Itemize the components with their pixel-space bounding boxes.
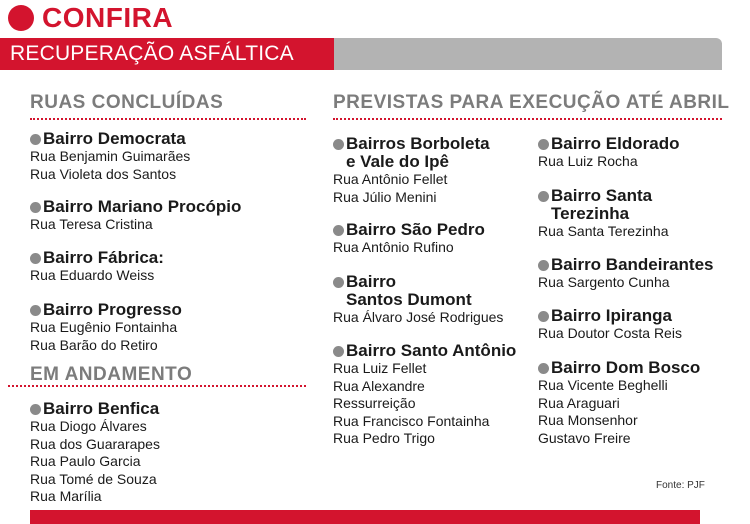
street-name: Rua Álvaro José Rodrigues — [333, 309, 504, 325]
street-name: Rua Marília — [30, 488, 102, 504]
street-name: Rua Eugênio Fontainha — [30, 319, 178, 335]
bairro-name-line: Bairro Santa — [551, 186, 653, 205]
bullet-icon — [30, 134, 41, 145]
bullet-icon — [538, 260, 549, 271]
previstas-col2-group-2 — [538, 256, 714, 292]
street-name: Rua Luiz Fellet — [333, 360, 427, 376]
bairro-name — [538, 135, 679, 153]
bairro-name-line: Bairro São Pedro — [346, 220, 485, 239]
street-name: Rua Vicente Beghelli — [538, 377, 668, 393]
bottom-bar — [30, 510, 700, 524]
bairro-name — [30, 400, 160, 418]
previstas-col1-group-2 — [333, 273, 503, 327]
bairro-name — [30, 249, 164, 267]
street-name: Ressurreição — [333, 395, 416, 411]
bairro-name — [538, 307, 682, 325]
bairro-name — [30, 301, 182, 319]
bairro-name-line: Bairro Benfica — [43, 399, 160, 418]
bullet-icon — [333, 277, 344, 288]
bullet-icon — [538, 191, 549, 202]
bairro-name — [538, 187, 669, 223]
bairro-name — [333, 273, 503, 309]
bairro-name-line: Bairro Progresso — [43, 300, 182, 319]
street-name: Rua Araguari — [538, 394, 620, 411]
bullet-icon — [333, 225, 344, 236]
bairro-name — [30, 198, 241, 216]
bairro-name-line: Bairro — [346, 272, 397, 291]
ruas-concluidas-heading: RUAS CONCLUÍDAS — [30, 92, 224, 113]
concluidas-group-1 — [30, 198, 241, 234]
previstas-col2-group-3 — [538, 307, 682, 343]
previstas-col1-group-3 — [333, 342, 516, 448]
bullet-icon — [30, 404, 41, 415]
street-name: Rua Pedro Trigo — [333, 430, 435, 446]
red-dot-icon — [8, 5, 34, 31]
street-name: Rua Luiz Rocha — [538, 153, 638, 169]
street-name: Rua Tomé de Souza — [30, 470, 157, 487]
andamento-group-0 — [30, 400, 160, 506]
bairro-name-line: e Vale do Ipê — [346, 152, 449, 171]
street-name: Rua Eduardo Weiss — [30, 267, 155, 283]
street-name: Gustavo Freire — [538, 429, 631, 446]
concluidas-group-0 — [30, 130, 190, 183]
bairro-name-line: Bairro Fábrica: — [43, 248, 164, 267]
previstas-col1-group-1 — [333, 221, 485, 257]
banner-grey-block — [334, 38, 722, 70]
street-name: Rua Júlio Menini — [333, 188, 437, 205]
previstas-col2-group-4 — [538, 359, 700, 447]
concluidas-group-3 — [30, 301, 182, 354]
street-name: Rua Barão do Retiro — [30, 336, 158, 353]
previstas-heading: PREVISTAS PARA EXECUÇÃO ATÉ ABRIL — [333, 92, 730, 113]
previstas-col2-group-0 — [538, 135, 679, 171]
bairro-name-line: Bairro Ipiranga — [551, 306, 672, 325]
source-credit: Fonte: PJF — [656, 480, 705, 491]
bairro-name-line: Bairro Eldorado — [551, 134, 680, 153]
bullet-icon — [333, 346, 344, 357]
street-name: Rua Antônio Rufino — [333, 239, 454, 255]
street-name: Rua Violeta dos Santos — [30, 165, 177, 182]
divider — [333, 118, 722, 120]
bairro-name — [538, 359, 700, 377]
em-andamento-heading: EM ANDAMENTO — [30, 364, 193, 385]
bairro-name-line: Bairro Mariano Procópio — [43, 197, 242, 216]
previstas-col1-group-0 — [333, 135, 490, 206]
bairro-name — [333, 342, 516, 360]
banner-title: RECUPERAÇÃO ASFÁLTICA — [10, 42, 294, 65]
bairro-name — [30, 130, 190, 148]
bullet-icon — [30, 305, 41, 316]
confira-title: CONFIRA — [42, 2, 174, 33]
bairro-name-line: Bairro Democrata — [43, 129, 186, 148]
street-name: Rua Teresa Cristina — [30, 216, 153, 232]
street-name: Rua Paulo Garcia — [30, 453, 141, 469]
concluidas-group-2 — [30, 249, 164, 285]
street-name: Rua Alexandre — [333, 377, 425, 394]
street-name: Rua Doutor Costa Reis — [538, 325, 682, 341]
bullet-icon — [538, 311, 549, 322]
street-name: Rua Monsenhor — [538, 412, 638, 428]
bullet-icon — [538, 363, 549, 374]
bairro-name-line: Bairros Borboleta — [346, 134, 490, 153]
street-name: Rua Diogo Álvares — [30, 418, 147, 434]
bairro-name — [333, 135, 490, 171]
bairro-name-line: Bairro Dom Bosco — [551, 358, 701, 377]
confira-header — [8, 2, 173, 34]
bairro-name — [538, 256, 714, 274]
bairro-name-line: Bairro Santo Antônio — [346, 341, 517, 360]
divider — [30, 118, 306, 120]
title-banner — [0, 38, 722, 70]
bairro-name-line: Terezinha — [551, 204, 630, 223]
street-name: Rua Francisco Fontainha — [333, 412, 490, 429]
bairro-name-line: Santos Dumont — [346, 290, 472, 309]
bairro-name — [333, 221, 485, 239]
bairro-name-line: Bairro Bandeirantes — [551, 255, 714, 274]
street-name: Rua Sargento Cunha — [538, 274, 670, 290]
previstas-col2-group-1 — [538, 187, 669, 241]
street-name: Rua dos Guararapes — [30, 435, 160, 452]
bullet-icon — [30, 202, 41, 213]
bullet-icon — [333, 139, 344, 150]
bullet-icon — [30, 253, 41, 264]
street-name: Rua Benjamin Guimarães — [30, 148, 191, 164]
street-name: Rua Antônio Fellet — [333, 171, 448, 187]
street-name: Rua Santa Terezinha — [538, 223, 669, 239]
bullet-icon — [538, 139, 549, 150]
